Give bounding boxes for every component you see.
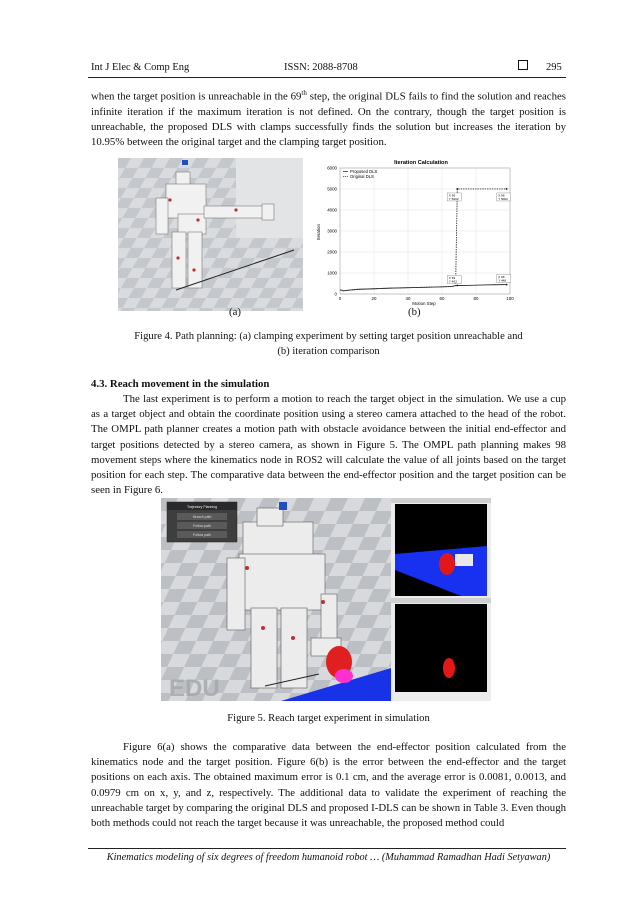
annotation-y-text: Y 403 [448, 279, 457, 284]
section-paragraph: The last experiment is to perform a motion to reach the target object in the simulation. We use a cup as a target object and obtain the coordinate position using a stereo camera attached to the head of the robot. The OMPL path planner creates a motion path with obstacle avoidance between the initial end-effector and target positions detected by a stereo camera, as shown in Figure 5. The OMPL path planning makes 98 movement steps where the kinematics node in ROS2 will calculate the value of all joints based on the target position for each step. The comparative data between the end-effector position and the target position can be seen in Figure 6. [91, 393, 566, 497]
edu-watermark: EDU [169, 675, 220, 701]
y-tick-label: 4000 [327, 207, 337, 213]
figure5-caption: Figure 5. Reach target experiment in simulation [227, 713, 430, 724]
x-tick-label: 0 [338, 296, 342, 301]
chart-title: Iteration Calculation [394, 160, 448, 166]
series-line-2 [340, 189, 507, 291]
intro-text-after: step, the original DLS fails to find the solution and reaches infinite iteration if the maximum iteration is not defined. On the contrary, though the target position is unreachable, the proposed DLS with clamps successfully finds the solution but increases the iteration by 10.95% between the original target and the clamping target position. [91, 90, 566, 149]
intro-text-before: when the target position is unreachable in the 69 [91, 90, 302, 103]
camera-view-top [391, 498, 491, 598]
iteration-chart-svg [306, 158, 514, 308]
annotation-y-text: Y 5002 [448, 196, 459, 201]
intro-superscript: th [301, 89, 307, 97]
follow-path-button-2[interactable] [177, 531, 227, 538]
y-tick-label: 3000 [327, 228, 337, 234]
trajectory-panel-title: Trajectory Planning [186, 505, 218, 509]
search-path-button[interactable] [177, 513, 227, 520]
annotation-marker [506, 284, 508, 286]
figure4a-simulation-image [118, 158, 303, 311]
figure4b-chart [306, 158, 514, 308]
footer-citation: Kinematics modeling of six degrees of freedom humanoid robot … (Muhammad Ramadhan Hadi Setyawan) [106, 852, 551, 863]
intro-paragraph [91, 86, 566, 150]
legend-label: Original DLS [350, 174, 374, 179]
figure4-caption-line2: (b) iteration comparison [277, 346, 380, 357]
page-number: 295 [546, 62, 562, 73]
x-tick-label: 40 [405, 296, 411, 301]
section-heading: 4.3. Reach movement in the simulation [91, 378, 270, 390]
x-tick-label: 80 [473, 296, 479, 301]
annotation-y-text: Y 448 [498, 278, 507, 283]
search-path-label: Search path [192, 515, 212, 519]
series-line-1 [340, 285, 507, 291]
annotation-x-text: X 69 [448, 275, 456, 280]
x-tick-label: 20 [371, 296, 377, 301]
header-rule [88, 77, 566, 78]
issn: ISSN: 2088-8708 [284, 62, 358, 73]
y-tick-label: 0 [334, 291, 337, 297]
figure4b-label: (b) [408, 306, 421, 318]
chart-xlabel: Motion Step [412, 301, 436, 306]
follow-path-button[interactable] [177, 522, 227, 529]
follow-path-label-2: Follow path [193, 533, 211, 537]
y-tick-label: 1000 [327, 270, 337, 276]
journal-name: Int J Elec & Comp Eng [91, 62, 190, 73]
figure4-caption-line1: Figure 4. Path planning: (a) clamping experiment by setting target position unreachable and [134, 331, 523, 342]
figure4-caption [91, 329, 566, 359]
y-tick-label: 6000 [327, 165, 337, 171]
annotation-x-text: X 98 [498, 193, 505, 198]
annotation-marker [456, 188, 458, 190]
annotation-marker [456, 285, 458, 287]
figure5-simulation-image [161, 498, 491, 701]
camera-view-bottom [391, 598, 491, 701]
legend-label: Proposed DLS [350, 169, 378, 174]
figure4a-label: (a) [229, 306, 241, 318]
annotation-x-text: X 69 [448, 193, 456, 198]
chart-ylabel: Iteration [316, 224, 321, 240]
annotation-y-text: Y 5002 [498, 196, 508, 201]
annotation-x-text: X 98 [498, 274, 505, 279]
y-tick-label: 2000 [327, 249, 337, 255]
x-tick-label: 100 [506, 296, 514, 301]
footer-rule [88, 848, 566, 849]
checkbox-icon [518, 60, 528, 73]
follow-path-label: Follow path [193, 524, 211, 528]
y-tick-label: 5000 [327, 186, 337, 192]
annotation-marker [506, 188, 508, 190]
figure6-paragraph: Figure 6(a) shows the comparative data between the end-effector position calculated from the kinematics node and the target position. Figure 6(b) is the error between the end-effector and the target positions on each axis. The obtained maximum error is 0.1 cm, and the average error is 0.0081, 0.0013, and 0.0979 cm on x, y, and z, respectively. The additional data to validate the experiment of reaching the unreachable target by comparing the original DLS and proposed I-DLS can be shown in Table 3. Even though both methods could not reach the target because it was unreachable, the proposed method could [91, 741, 566, 830]
x-tick-label: 60 [439, 296, 445, 301]
